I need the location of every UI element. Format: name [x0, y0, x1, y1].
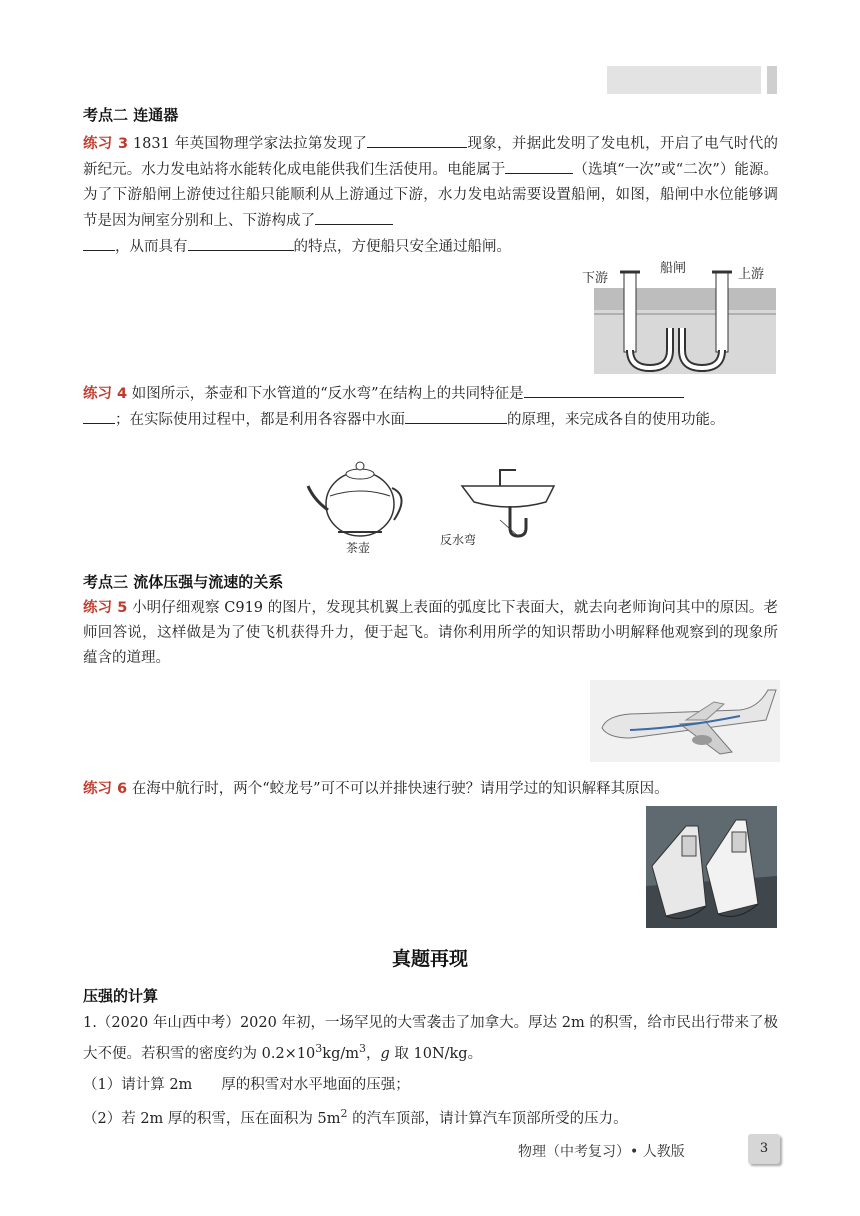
page-number: 3	[748, 1134, 780, 1164]
answer-blank[interactable]	[83, 234, 115, 251]
figure-caption-teapot: 茶壶	[346, 541, 371, 555]
figure-label-downstream: 下游	[582, 271, 609, 286]
answer-blank[interactable]	[188, 234, 294, 251]
exercise-6	[83, 777, 778, 802]
footer-book-title: 物理（中考复习）• 人教版	[518, 1144, 685, 1160]
answer-blank[interactable]	[405, 407, 507, 424]
gravity-symbol: g	[380, 1045, 390, 1062]
answer-blank[interactable]	[367, 131, 467, 148]
question-text: 的汽车顶部，请计算汽车顶部所受的压力。	[347, 1110, 628, 1127]
section-title-fluid-pressure: 考点三 流体压强与流速的关系	[83, 573, 284, 591]
exercise-4	[83, 381, 778, 433]
exercise-label: 练习 6	[83, 781, 128, 797]
figure-caption-trap: 反水弯	[440, 533, 477, 547]
sink-trap-figure	[440, 456, 560, 556]
section-title-connected-vessels: 考点二 连通器	[83, 106, 179, 124]
question-1-stem	[83, 1011, 778, 1067]
superscript: 3	[315, 1042, 323, 1055]
answer-blank[interactable]	[505, 157, 573, 174]
airplane-figure	[590, 680, 780, 762]
superscript: 2	[340, 1107, 348, 1120]
header-bar	[607, 66, 761, 94]
exercise-text: 的特点，方便船只安全通过船闸。	[293, 239, 511, 255]
figure-label-lock: 船闸	[660, 261, 687, 276]
question-text: 1.（2020 年山西中考）2020 年初，一场罕见的大雪袭击了加拿大。厚达 2m 的积雪，给市民出行带来了极大不便。若积雪的密度约为 0.2×10	[83, 1015, 778, 1062]
question-text: ，	[365, 1045, 381, 1062]
exercise-text: （选填“一次”或“二次”）能源。为了下游船闸上游使过往船只能顺利从上游通过下游，水力发电站需要设置船闸，如图，船闸中水位能够调节是因为闸室分别和上、下游构成了	[83, 162, 779, 229]
ship-lock-figure	[580, 258, 778, 376]
exercise-label: 练习 4	[83, 386, 128, 402]
question-1-part-1: （1）请计算 2m 厚的积雪对水平地面的压强；	[83, 1077, 410, 1093]
exercise-label: 练习 3	[83, 136, 129, 152]
figure-label-upstream: 上游	[738, 267, 765, 282]
exercise-text: 的原理，来完成各自的使用功能。	[507, 412, 725, 428]
question-text: （2）若 2m 厚的积雪，压在面积为 5m	[83, 1110, 341, 1127]
section-heading-real-questions: 真题再现	[391, 948, 468, 970]
exercise-3	[83, 131, 778, 260]
superscript: 3	[358, 1042, 366, 1055]
question-text: 取 10N/kg。	[389, 1045, 483, 1062]
exercise-text: 如图所示，茶壶和下水管道的“反水弯”在结构上的共同特征是	[127, 386, 524, 402]
exercise-text: 在海中航行时，两个“蛟龙号”可不可以并排快速行驶？请用学过的知识解释其原因。	[127, 781, 669, 797]
exercise-text: 现象，并据此发明了发电机，开启了电气时代的新纪元。水力发电站将水能转化成电能供我们生活使用。电能属于	[83, 136, 779, 178]
answer-blank[interactable]	[315, 208, 393, 225]
header-tab	[767, 66, 777, 94]
ships-figure	[646, 806, 777, 928]
exercise-label: 练习 5	[83, 600, 128, 616]
subsection-pressure-calc: 压强的计算	[83, 987, 159, 1005]
exercise-5	[83, 596, 778, 671]
exercise-text: 小明仔细观察 C919 的图片，发现其机翼上表面的弧度比下表面大，就去向老师询问其中的原因。老师回答说，这样做是为了使飞机获得升力，便于起飞。请你利用所学的知识帮助小明解释他观察到的现象所蕴含的道理。	[83, 600, 778, 666]
exercise-text: ；在实际使用过程中，都是利用各容器中水面	[115, 412, 405, 428]
question-1-part-2	[83, 1101, 778, 1132]
exercise-text: ，从而具有	[115, 239, 188, 255]
answer-blank[interactable]	[83, 407, 115, 424]
teapot-figure	[302, 452, 414, 558]
question-text: kg/m	[322, 1045, 359, 1062]
answer-blank[interactable]	[524, 381, 684, 398]
exercise-text: 1831 年英国物理学家法拉第发现了	[128, 136, 368, 152]
